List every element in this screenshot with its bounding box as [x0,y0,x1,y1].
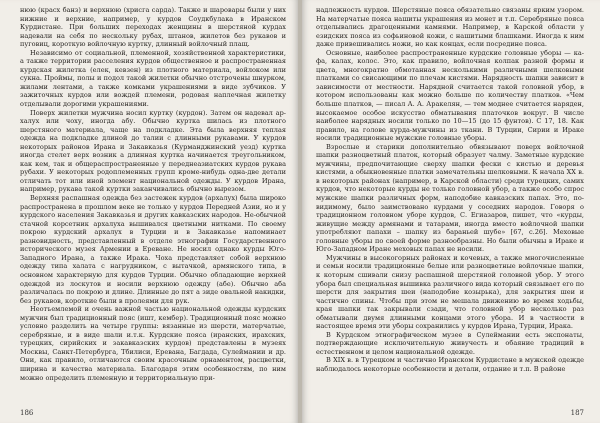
left-page [0,0,298,423]
right-page [302,0,600,423]
left-page-text [20,6,286,382]
left-paragraph-4: Верхняя распашная одежда без застежек курдов (архалух) была широко распространена в прошлом веке не только у курдов Передней Азии, но и у курдского населения Закавказья и других кавказских народов. Не-обычной стачной корсетник архалуха вышивался цветными нитками. По своему покрою курдский архалух в Турции и в Закавказье напоминает разновидность, представленный в отделе этнографии Государственного исторического музея Армении в Ереване. Не носил однако курды Юго-Западного Ирана, а также Ирака. Чоха представляет собой верхнюю одежду типа халата с нагрудником, с вытачкой, армянского типа, в основном характерную для курдов Турции. Обычно обладающие верхней одеждой из лоскутов и носили верхнюю одежду (абе). Обычно аба различалась по покрою и длине. Длинные до пят а зиде овальной накидки, без рукавов, короткие были в пролеями для рук. [20,194,286,305]
right-page-number: 187 [570,409,584,417]
right-paragraph-3: Взрослые и старики дополнительно обвязывают поверх войлочной шапки разноцветный платок, который образует чалму. Заметные курдские мужчины, предпочитающие сверху шапки фески с кистью и деревья кистями, а обыкновенные платки замечательны шелковыми. К начала XX в. в некоторых районах (например, в Карской области) среди турецких, самих курдов, что некоторые курды не только головной убор, а также особо спрос мужские шапки различных форм, наподобие кавказских папах. Это, по-видимому, было заимствовано курдами у соседних народов. Говоря о традиционном головном уборе курдов, С. Егиазаров, пишет, что «курды, живущие между армянами и татарами, иногда вместо войлочной шапки употребляют папахи – шапку из бараньей шубе» [67, с.26]. Меховые головные уборы по своей форме разнообразны. Но были обычны в Ираке и Юго-Западном Иране меховых папах не носили. [316,142,584,254]
right-paragraph-6: В XIX в. в Турецком и частично Иранском Курдистане в мужской одежде наблюдалось некоторые особенности и детали, отдание и т.п. В районе [316,356,584,373]
left-page-number: 186 [20,409,34,417]
left-paragraph-2: Независимо от социальной, племенной, хозяйственной характеристики, а также территории расселения курдов общественное и распространенная курдская жилетка (елек, кевзен) из плотного материала, войлоком или сукна. Проймы, полы и подол такой жилетки обычно отстрочены шнурком, жилами лентами, а также комками украшениями в виде зубчиков. У зажиточных курдов или вождей племени, родовая наплечная жилетку отделывали дорогими украшениями. [20,48,286,109]
left-paragraph-1: нюю (красх банз) и верхнюю (хрисга сарда). Также и шаровары были у них нижние и верхние, например, у курдов Соудкбулака в Иранском Курдистане. При больших переходах женщины в шерстяной курдах надевали на себя по нескольку рубах, штанов, жилетов без рукавов и пуговиц, короткую войлочную куртку, длинный войлочный плащ. [20,6,286,49]
right-paragraph-1: надлежность курдов. Шерстяные пояса обязательно связаны ярким узором. На матерчатые пояса нашиты украшения из монет и т.п. Серебряные пояса отделывались драгоценными камнями. Например, в Карской области у езидских пояса из софьиновой кожи, с нашитыми блашками. Иногда к ним даже привешивались ножи, но как концах, если посредине пояса. [316,6,584,49]
right-paragraph-4: Мужчины в высокогорных районах и кочевых, а также многочисленные и семьи носили традиционные белые или разноцветные войлочные шапки, к которым сшивали снизу распашной шерстяной головной убор. У этого убора был специальная вышивка различного вида который связывает его по шерсти для закрытия шеи (наподобие козырька), для закрытия шеи и частично спины. Чтобы при этом не мешала движению во время ходьбы, края шапки так закрывали сзади, что головной убор несколько раз обматывали двумя длинными концами этого убора. И в частности в настоящее время эти уборы сохранились у курдов Ирана, Турции, Ирака. [316,253,584,331]
left-paragraph-3: Поверх жилетки мужчина носил куртку (курдон). Затем он надевал ар-халух или чоху, иногда абу. Обычно куртка шилась из плотного шерстяного материала, чаще на подкладке. Эта была верхняя теплая одежда на подкладке длиной до талии с длинными рукавами. У курдов некоторых районов Ирана и Закавказья (Курманджинский уезд) куртка иногда стелет верх возник а длинная куртка начинается треугольником, как кем, так и общераспространенные у переднеазиатских курдов рукава рубахи. У некоторых родоплеменных групп кроме-нибудь одна-две детали отличать тот или иной элемент национальной одежды. У курдов Ирана, например, рукава такой куртки заканчивались обычно вырезом. [20,108,286,194]
right-paragraph-2: Основные, наиболее распространенные курдские головные уборы — ка-фа, калах, колос. Это, как правило, войлочная колпак разной формы и цвета, многократно обмотанная несколькими различными шелковыми платками со свисающими по плечам кистями. Нарядность шапки зависит в зависимости от местности. Нарядной считается такой головной убор, в котором использованы как можно больше по количеству платков. «Чем больше платков, — писал А. А. Аракелян, — тем моднее считается наряден, высокаемое особое искусство обматывания платочков вокруг. В числе наиболее нарядных носили только по 10—15 (до 15 фунтов). С 17, 18. Как правило, на голове курда-мужчины из ткани. В Турции, Сирии и Ираке носили традиционные мужские головные уборы. [316,48,584,143]
right-page-text [316,6,584,374]
right-paragraph-5: В Курдском этнографическом музее в Сулеймании есть экспонаты, подтверждающие исключительную живучесть и обаяние традиций в естественном и целом национальной одежде. [316,330,584,356]
left-paragraph-5: Неотъемлемой и очень важной частью национальной одежды курдских мужчин был традиционный пояс (ишт, кембер). Традиционный пояс можно условно разделить на четыре группы: вязанные из шерсти, матерчатые, серебряные, и в виде шали и.т.к. Курдские пояса (иранских, ирахских, турецких, сирийских и закавказских курдов) представлены в музеях Москвы, Санкт-Петербурга, Тбилиси, Еревана, Багдада, Сулеймании и др. Они, как правило, отличаются своим красочным орнаментом, расцветки, ширина и качества материала. Благодаря этим особенностям, по ним можно определить племенную и территориальную при- [20,305,286,382]
